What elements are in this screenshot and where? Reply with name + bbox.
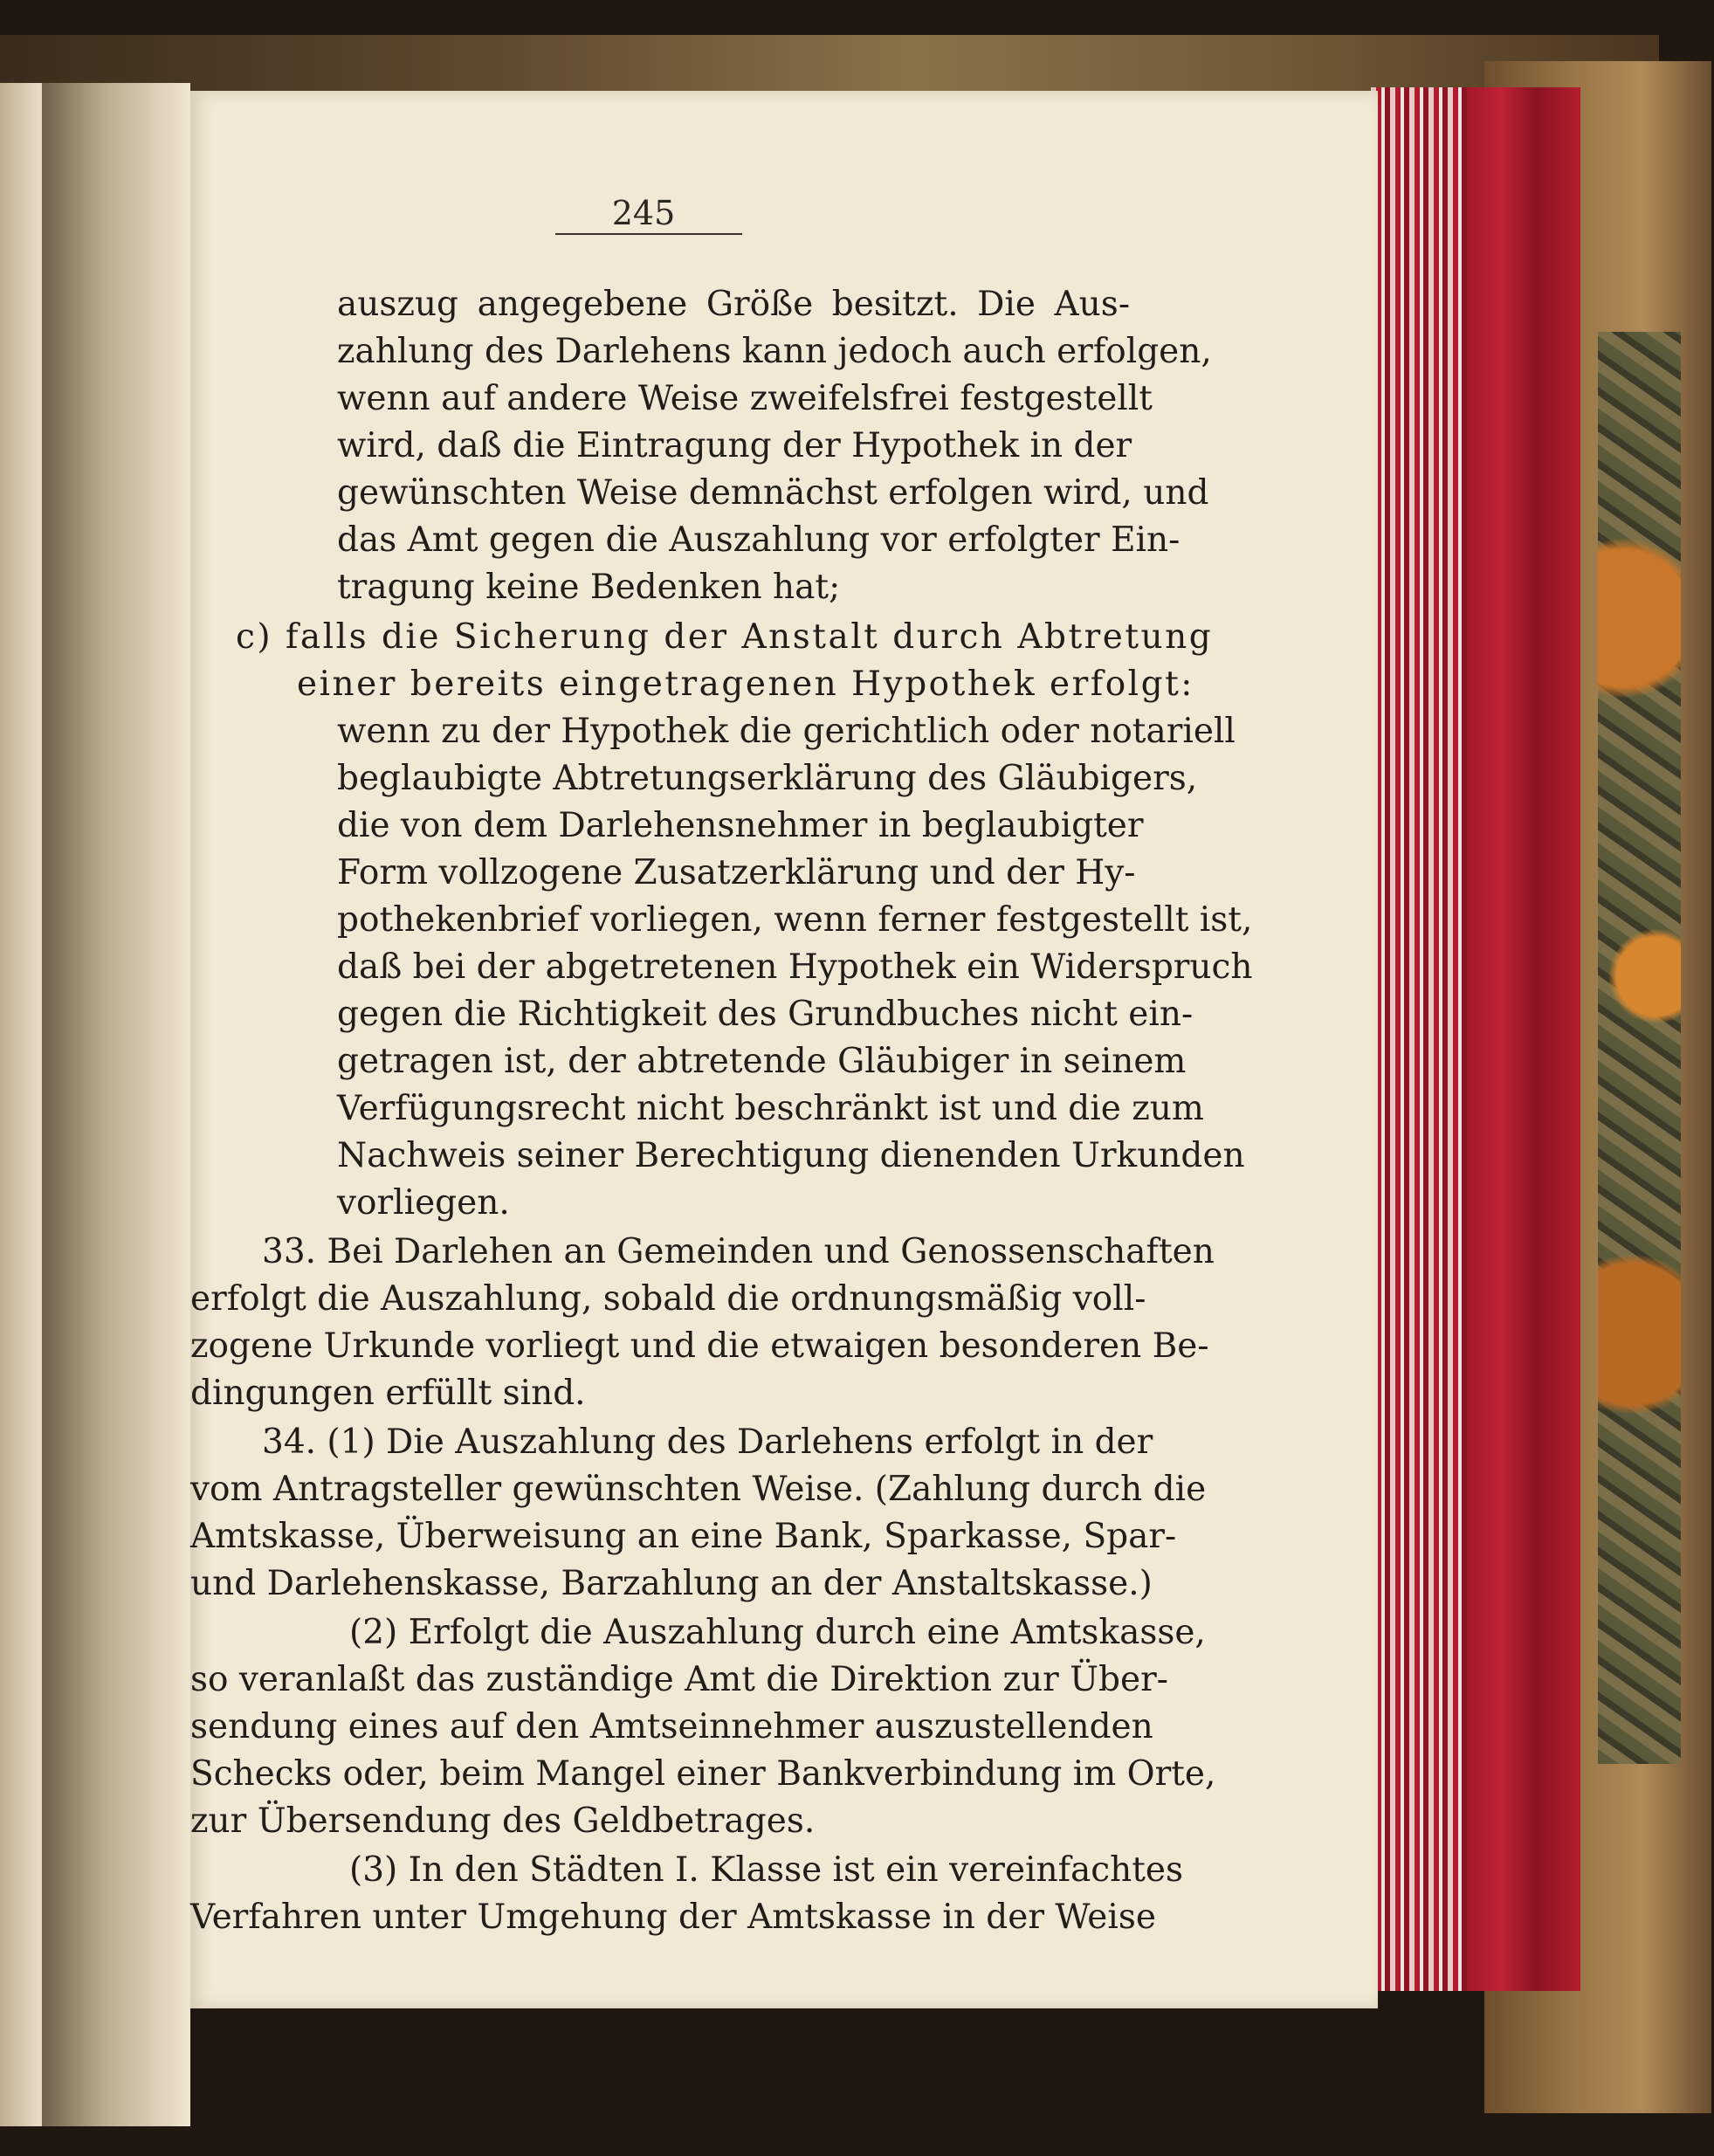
text-line: dingungen erfüllt sind. [190,1374,586,1413]
text-line: (2) Erfolgt die Auszahlung durch eine Amtskasse, [349,1613,1206,1652]
text-line: pothekenbrief vorliegen, wenn ferner festgestellt ist, [337,900,1253,940]
page-edges-red-band [1467,87,1580,1991]
text-line: Verfügungsrecht nicht beschränkt ist und die zum [337,1089,1204,1128]
text-line: getragen ist, der abtretende Gläubiger in seinem [337,1042,1187,1081]
text-line: wenn zu der Hypothek die gerichtlich oder notariell [337,712,1236,751]
page-number-rule [555,233,742,235]
text-line: Amtskasse, Überweisung an eine Bank, Sparkasse, Spar- [190,1517,1177,1556]
text-line: das Amt gegen die Auszahlung vor erfolgter Ein- [337,520,1181,560]
text-line: erfolgt die Auszahlung, sobald die ordnungsmäßig voll- [190,1279,1146,1319]
text-line: auszug angegebene Größe besitzt. Die Aus- [337,285,1130,324]
text-line: so veranlaßt das zuständige Amt die Direktion zur Über- [190,1660,1168,1699]
text-line: wenn auf andere Weise zweifelsfrei festgestellt [337,379,1153,418]
text-line: gegen die Richtigkeit des Grundbuches nicht ein- [337,995,1194,1034]
text-line: gewünschten Weise demnächst erfolgen wird, und [337,473,1209,513]
text-line: wird, daß die Eintragung der Hypothek in der [337,426,1132,465]
marbled-cover-paper [1598,332,1681,1764]
text-line: vom Antragsteller gewünschten Weise. (Zahlung durch die [190,1470,1207,1509]
text-line: und Darlehenskasse, Barzahlung an der Anstaltskasse.) [190,1564,1153,1603]
text-line: Schecks oder, beim Mangel einer Bankverbindung im Orte, [190,1754,1216,1794]
text-line: Form vollzogene Zusatzerklärung und der Hy- [337,853,1136,892]
page-gutter [42,83,190,2126]
text-line: zahlung des Darlehens kann jedoch auch erfolgen, [337,332,1212,371]
text-line: sendung eines auf den Amtseinnehmer auszustellenden [190,1707,1153,1746]
text-line: Nachweis seiner Berechtigung dienenden Urkunden [337,1136,1245,1175]
text-line: Verfahren unter Umgehung der Amtskasse in der Weise [190,1898,1156,1937]
text-line: die von dem Darlehensnehmer in beglaubigter [337,806,1144,845]
text-line: c) falls die Sicherung der Anstalt durch Abtretung [236,617,1214,657]
text-line: tragung keine Bedenken hat; [337,568,841,607]
text-line: beglaubigte Abtretungserklärung des Gläubigers, [337,759,1198,798]
text-line: 33. Bei Darlehen an Gemeinden und Genossenschaften [262,1232,1215,1271]
text-line: daß bei der abgetretenen Hypothek ein Widerspruch [337,947,1253,987]
text-line: zogene Urkunde vorliegt und die etwaigen besonderen Be- [190,1326,1209,1366]
text-line: einer bereits eingetragenen Hypothek erfolgt: [297,665,1194,704]
text-line: (3) In den Städten I. Klasse ist ein vereinfachtes [349,1850,1184,1890]
text-line: vorliegen. [337,1183,510,1223]
text-line: 34. (1) Die Auszahlung des Darlehens erfolgt in der [262,1422,1153,1462]
text-line: zur Übersendung des Geldbetrages. [190,1801,816,1841]
page-number: 245 [611,194,676,232]
